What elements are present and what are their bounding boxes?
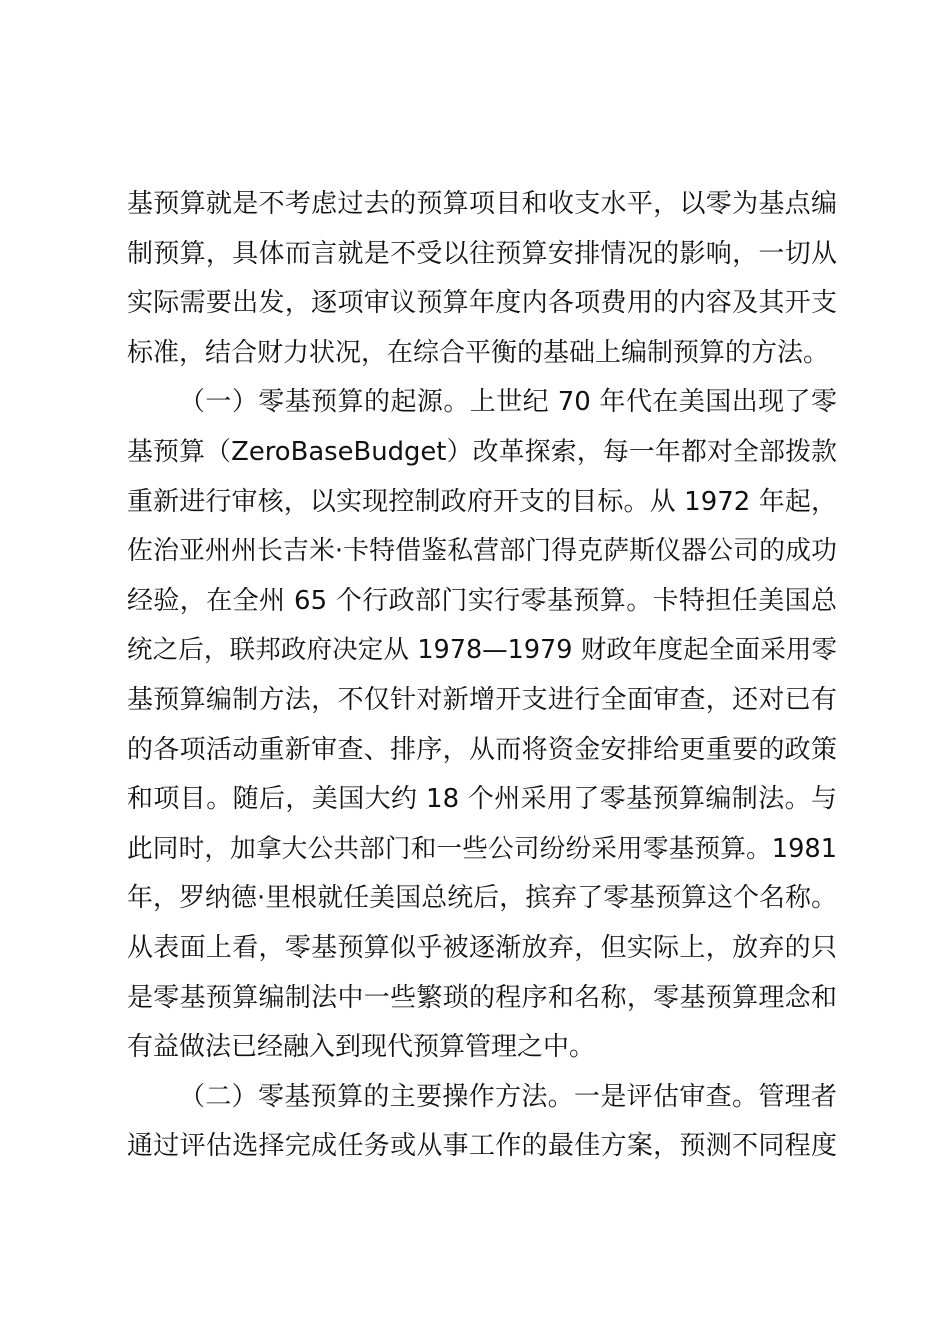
text-line: 基预算编制方法，不仅针对新增开支进行全面审查，还对已有 (127, 684, 837, 715)
text-line: 制预算，具体而言就是不受以往预算安排情况的影响，一切从 (127, 238, 837, 269)
text-line: 佐治亚州州长吉米·卡特借鉴私营部门得克萨斯仪器公司的成功 (127, 536, 837, 567)
paragraph-1 (127, 180, 837, 378)
text-line: （一）零基预算的起源。上世纪 70 年代在美国出现了零 (179, 387, 837, 418)
text-line: 基预算（ZeroBaseBudget）改革探索，每一年都对全部拨款 (127, 436, 837, 467)
text-line: 重新进行审核，以实现控制政府开支的目标。从 1972 年起， (127, 486, 837, 517)
paragraph-2 (127, 378, 837, 1072)
text-line: 年，罗纳德·里根就任美国总统后，摈弃了零基预算这个名称。 (127, 883, 837, 914)
text-line: 标准，结合财力状况，在综合平衡的基础上编制预算的方法。 (127, 337, 830, 368)
text-line: 基预算就是不考虑过去的预算项目和收支水平，以零为基点编 (127, 189, 837, 219)
text-line: 的各项活动重新审查、排序，从而将资金安排给更重要的政策 (127, 734, 837, 765)
text-line: 从表面上看，零基预算似乎被逐渐放弃，但实际上，放弃的只 (127, 932, 837, 963)
text-line: 通过评估选择完成任务或从事工作的最佳方案，预测不同程度 (127, 1131, 837, 1162)
text-line: 是零基预算编制法中一些繁琐的程序和名称，零基预算理念和 (127, 982, 837, 1013)
text-line: 和项目。随后，美国大约 18 个州采用了零基预算编制法。与 (127, 784, 837, 815)
text-line: （二）零基预算的主要操作方法。一是评估审查。管理者 (179, 1081, 837, 1112)
paragraph-3 (127, 1073, 837, 1172)
document-page (127, 180, 837, 1172)
text-line: 统之后，联邦政府决定从 1978—1979 财政年度起全面采用零 (127, 635, 837, 666)
text-line: 经验，在全州 65 个行政部门实行零基预算。卡特担任美国总 (127, 585, 837, 616)
text-line: 有益做法已经融入到现代预算管理之中。 (127, 1032, 596, 1063)
text-line: 此同时，加拿大公共部门和一些公司纷纷采用零基预算。1981 (127, 833, 837, 864)
text-line: 实际需要出发，逐项审议预算年度内各项费用的内容及其开支 (127, 288, 837, 319)
